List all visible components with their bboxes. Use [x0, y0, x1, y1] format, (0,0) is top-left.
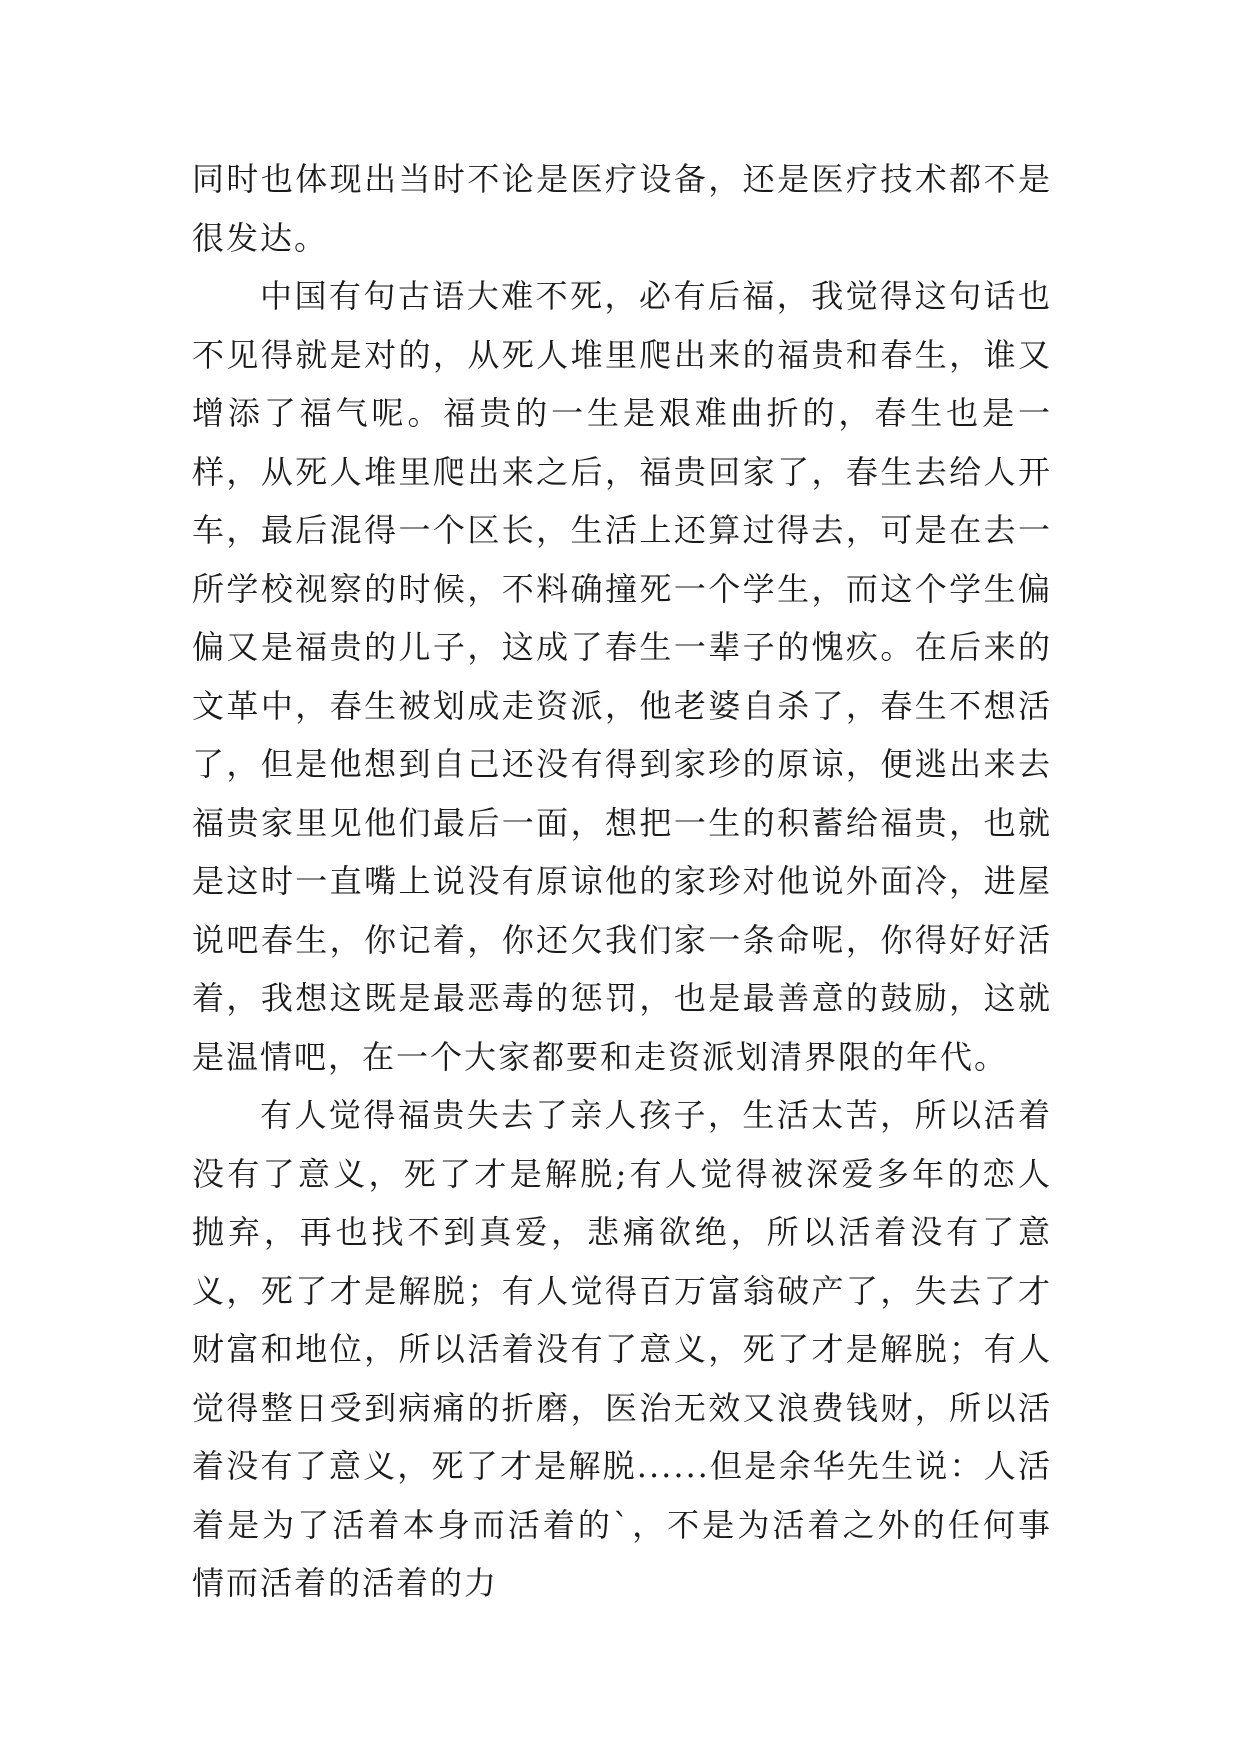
paragraph-3: 有人觉得福贵失去了亲人孩子，生活太苦，所以活着没有了意义，死了才是解脱;有人觉得被深爱多年的恋人抛弃，再也找不到真爱，悲痛欲绝，所以活着没有了意义，死了才是解脱；有人觉得百万富翁破产了，失去了才财富和地位，所以活着没有了意义，死了才是解脱；有人觉得整日受到病痛的折磨，医治无效又浪费钱财，所以活着没有了意义，死了才是解脱......但是余华先生说：人活着是为了活着本身而活着的`，不是为活着之外的任何事情而活着的活着的力: [192, 1096, 1052, 1602]
paragraph-1: 同时也体现出当时不论是医疗设备，还是医疗技术都不是很发达。: [192, 160, 1052, 257]
document-body: [192, 150, 1052, 1613]
paragraph-2: 中国有句古语大难不死，必有后福，我觉得这句话也不见得就是对的，从死人堆里爬出来的福贵和春生，谁又增添了福气呢。福贵的一生是艰难曲折的，春生也是一样，从死人堆里爬出来之后，福贵回家了，春生去给人开车，最后混得一个区长，生活上还算过得去，可是在去一所学校视察的时候，不料确撞死一个学生，而这个学生偏偏又是福贵的儿子，这成了春生一辈子的愧疚。在后来的文革中，春生被划成走资派，他老婆自杀了，春生不想活了，但是他想到自己还没有得到家珍的原谅，便逃出来去福贵家里见他们最后一面，想把一生的积蓄给福贵，也就是这时一直嘴上说没有原谅他的家珍对他说外面冷，进屋说吧春生，你记着，你还欠我们家一条命呢，你得好好活着，我想这既是最恶毒的惩罚，也是最善意的鼓励，这就是温情吧，在一个大家都要和走资派划清界限的年代。: [192, 277, 1052, 1076]
